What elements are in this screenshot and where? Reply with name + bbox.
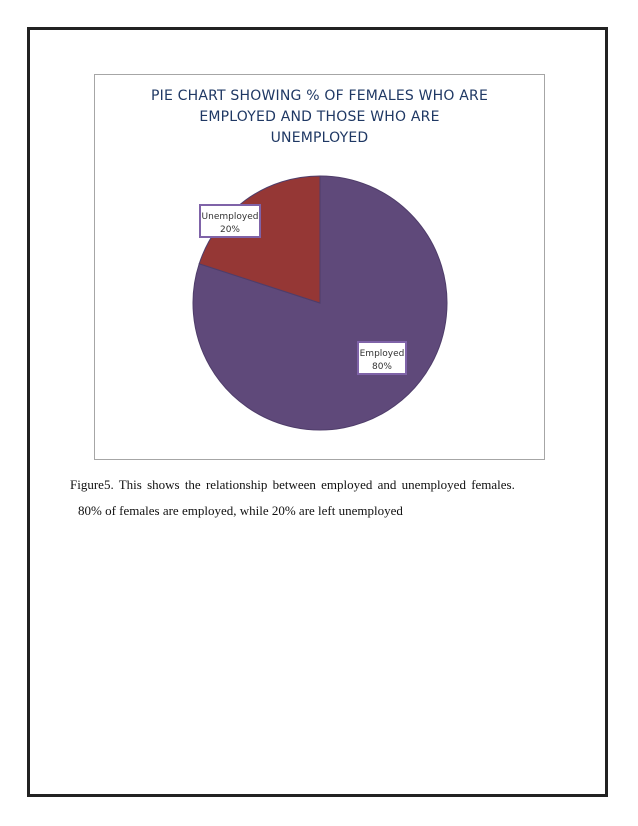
pie-chart xyxy=(95,75,546,461)
chart-title-line-1: PIE CHART SHOWING % OF FEMALES WHO ARE xyxy=(150,88,489,104)
chart-title-line-3: UNEMPLOYED xyxy=(270,130,369,146)
figure-caption: Figure5. This shows the relationship between employed and unemployed females. xyxy=(70,477,515,492)
chart-frame xyxy=(94,74,545,460)
data-label-unemployed xyxy=(200,205,260,237)
data-label-name: Employed xyxy=(359,349,405,359)
data-label-name: Unemployed xyxy=(201,212,259,222)
data-label-value: 20% xyxy=(219,225,241,235)
chart-title-line-2: EMPLOYED AND THOSE WHO ARE xyxy=(199,109,440,125)
data-label-employed xyxy=(358,342,406,374)
data-label-value: 80% xyxy=(371,362,393,372)
figure-summary: 80% of females are employed, while 20% are left unemployed xyxy=(78,503,403,518)
